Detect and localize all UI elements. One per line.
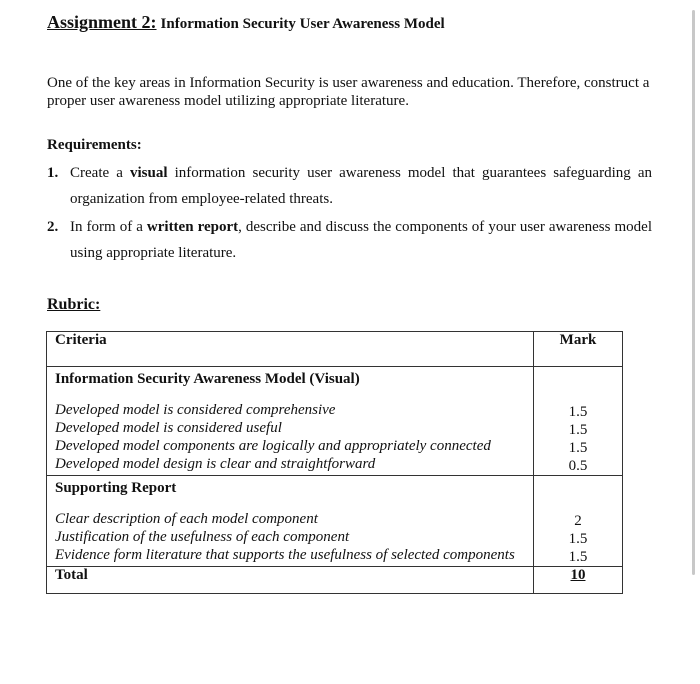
requirements-heading: Requirements: [47, 137, 142, 153]
mark-value: 0.5 [568, 458, 588, 474]
requirement-number: 1. [47, 165, 59, 181]
intro-paragraph: One of the key areas in Information Security is user awareness and education. Therefore, construct a proper user awareness model utilizing appropriate literature. [47, 75, 650, 109]
requirement-text-end: information security user awareness model that guarantees safeguarding an organization from employee-related threats. [70, 165, 652, 207]
requirement-text-end: , describe and discuss the components of your user awareness model using appropriate literature. [70, 219, 653, 261]
mark-header: Mark [534, 332, 623, 367]
criterion-item: Developed model components are logically and appropriately connected [55, 438, 491, 454]
requirements-list [47, 160, 652, 268]
criterion-item: Clear description of each model component [55, 511, 318, 527]
requirement-item [47, 214, 652, 266]
requirement-keyword: visual [129, 165, 168, 181]
assignment-number: Assignment 2: [47, 12, 157, 32]
rubric-header-row [47, 332, 623, 367]
section-title: Information Security Awareness Model (Visual) [55, 371, 360, 387]
mark-value: 2 [574, 513, 582, 529]
total-label: Total [47, 567, 534, 594]
section-criteria-cell [47, 476, 534, 567]
requirement-text-start: In form of a [70, 219, 147, 235]
criteria-header: Criteria [47, 332, 534, 367]
requirement-number: 2. [47, 219, 59, 235]
requirement-keyword: written report [146, 219, 239, 235]
rubric-section-row [47, 367, 623, 476]
criterion-item: Developed model is considered comprehensive [55, 402, 336, 418]
section-title: Supporting Report [55, 480, 177, 496]
criterion-item: Developed model is considered useful [55, 420, 282, 436]
section-criteria-cell [47, 367, 534, 476]
rubric-table [46, 331, 623, 594]
criterion-item: Evidence form literature that supports the usefulness of selected components [55, 547, 515, 563]
mark-value: 1.5 [568, 422, 588, 438]
mark-value: 1.5 [568, 531, 588, 547]
section-marks-cell [534, 476, 623, 567]
requirement-text [70, 219, 652, 261]
requirement-item [47, 160, 652, 212]
rubric-heading: Rubric: [47, 296, 101, 313]
assignment-name: Information Security User Awareness Model [160, 16, 445, 32]
mark-value: 1.5 [568, 404, 588, 420]
mark-value: 1.5 [568, 549, 588, 565]
mark-value: 1.5 [568, 440, 588, 456]
vertical-scrollbar[interactable] [692, 10, 695, 575]
criterion-item: Justification of the usefulness of each component [55, 529, 350, 545]
criterion-item: Developed model design is clear and straightforward [55, 456, 376, 472]
requirement-text [70, 165, 652, 207]
assignment-title [47, 12, 445, 33]
total-mark-cell [534, 567, 623, 594]
rubric-section-row [47, 476, 623, 567]
rubric-total-row [47, 567, 623, 594]
section-marks-cell [534, 367, 623, 476]
total-value: 10 [570, 567, 586, 583]
requirement-text-start: Create a [70, 165, 130, 181]
